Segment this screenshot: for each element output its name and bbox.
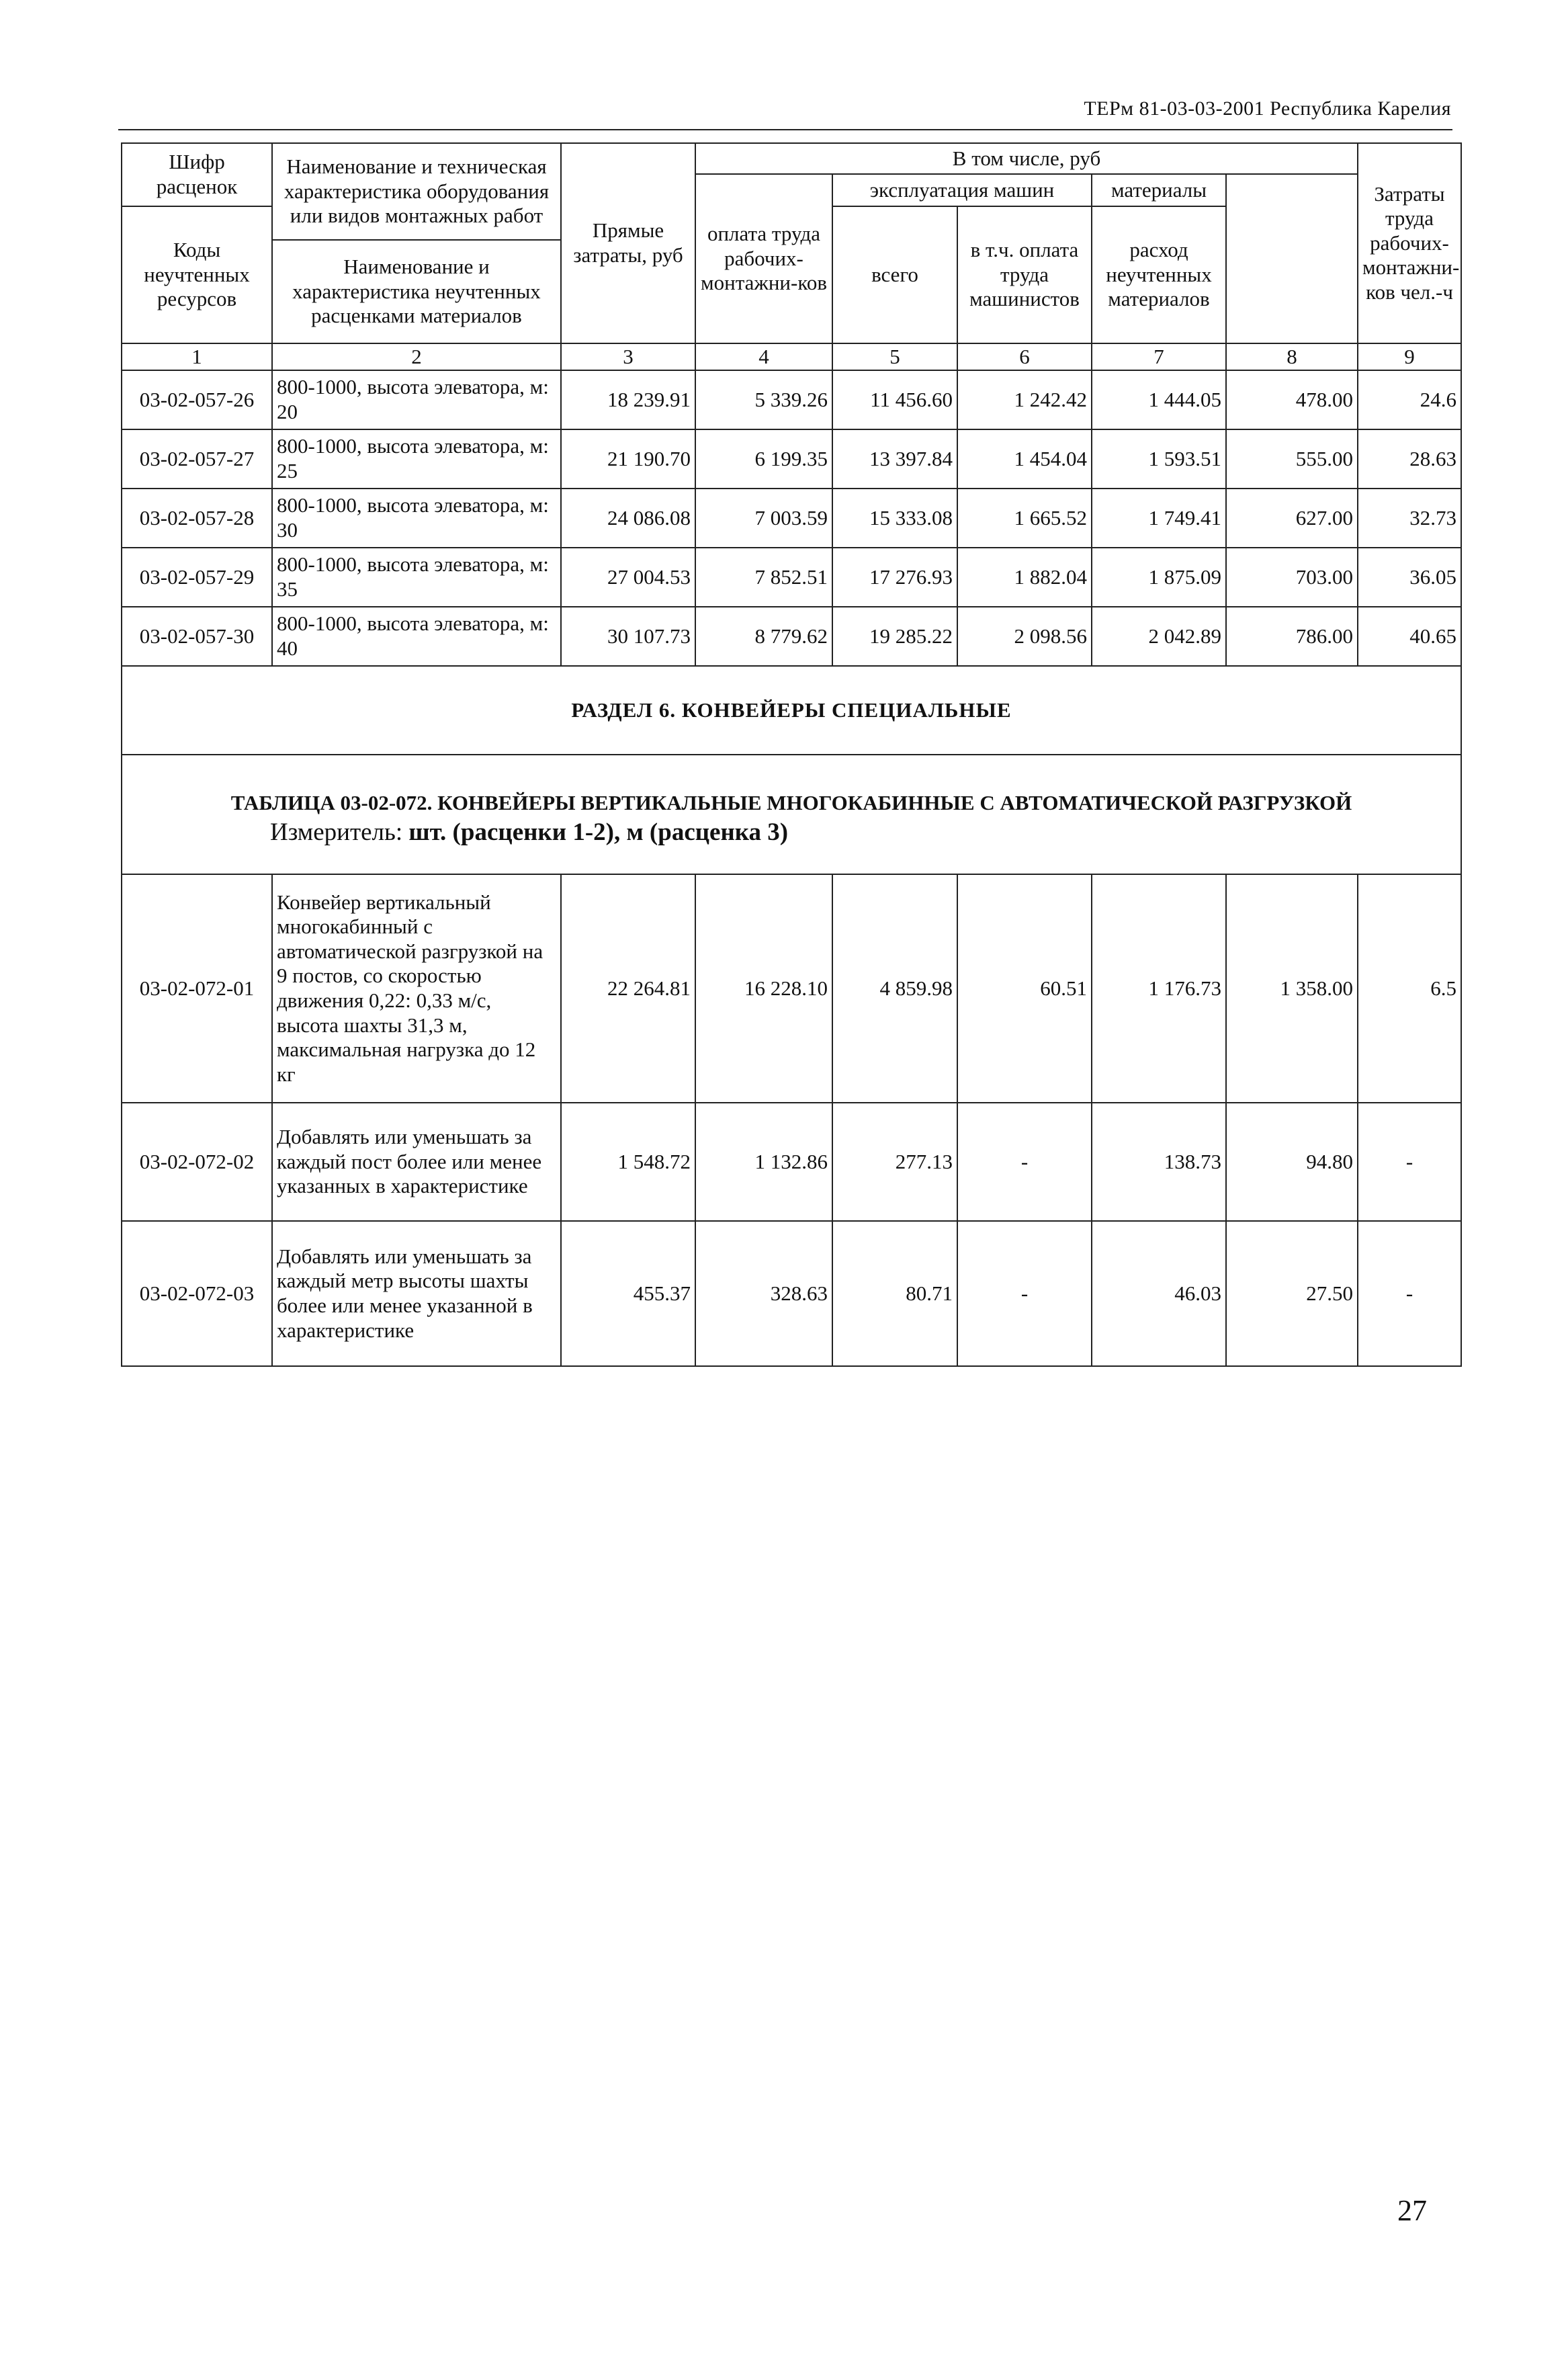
table-title-cell xyxy=(122,755,1461,874)
rate-name: Добавлять или уменьшать за каждый пост более или менее указанных в характеристике xyxy=(272,1103,561,1221)
machines-total: 277.13 xyxy=(832,1103,957,1221)
measure-value: шт. (расценки 1-2), м (расценка 3) xyxy=(408,818,789,847)
rate-name: 800-1000, высота элеватора, м: 40 xyxy=(272,607,561,666)
machinists-pay: 2 098.56 xyxy=(957,607,1092,666)
running-header: ТЕРм 81-03-03-2001 Республика Карелия xyxy=(1084,97,1451,120)
labor-pay: 8 779.62 xyxy=(695,607,832,666)
labor-pay: 6 199.35 xyxy=(695,429,832,489)
header-incl: В том числе, руб xyxy=(695,143,1358,174)
rate-code: 03-02-057-30 xyxy=(122,607,272,666)
colnum-1: 1 xyxy=(122,343,272,370)
rates-table xyxy=(121,142,1462,1367)
labor-hours: 27.50 xyxy=(1226,1221,1358,1366)
table-row xyxy=(122,429,1461,489)
rate-name: 800-1000, высота элеватора, м: 35 xyxy=(272,548,561,607)
colnum-5: 5 xyxy=(832,343,957,370)
direct-cost: 455.37 xyxy=(561,1221,695,1366)
header-direct: Прямые затраты, руб xyxy=(561,143,695,343)
header-code-label: Шифр расценок xyxy=(122,143,272,206)
header-mach-total: всего xyxy=(832,206,957,343)
header-machines: эксплуатация машин xyxy=(832,174,1092,206)
direct-cost: 30 107.73 xyxy=(561,607,695,666)
materials: 1 875.09 xyxy=(1092,548,1226,607)
rate-name: Добавлять или уменьшать за каждый метр высоты шахты более или менее указанной в характеристике xyxy=(272,1221,561,1366)
rate-name: Конвейер вертикальный многокабинный с автоматической разгрузкой на 9 постов, со скоростью движения 0,22: 0,33 м/с, высота шахты 31,3 м, максимальная нагрузка до 12 кг xyxy=(272,874,561,1103)
colnum-6: 6 xyxy=(957,343,1092,370)
table-row xyxy=(122,607,1461,666)
equipment-mass: 6.5 xyxy=(1358,874,1461,1103)
header-codes-label: Коды неучтенных ресурсов xyxy=(122,206,272,343)
table-title: ТАБЛИЦА 03-02-072. КОНВЕЙЕРЫ ВЕРТИКАЛЬНЫЕ МНОГОКАБИННЫЕ С АВТОМАТИЧЕСКОЙ РАЗГРУЗКОЙ xyxy=(230,790,1352,814)
labor-hours: 703.00 xyxy=(1226,548,1358,607)
colnum-4: 4 xyxy=(695,343,832,370)
machines-total: 17 276.93 xyxy=(832,548,957,607)
direct-cost: 24 086.08 xyxy=(561,489,695,548)
equipment-mass: 40.65 xyxy=(1358,607,1461,666)
materials: 1 444.05 xyxy=(1092,370,1226,429)
labor-hours: 1 358.00 xyxy=(1226,874,1358,1103)
rate-code: 03-02-072-03 xyxy=(122,1221,272,1366)
materials: 1 593.51 xyxy=(1092,429,1226,489)
machines-total: 11 456.60 xyxy=(832,370,957,429)
equipment-mass: 32.73 xyxy=(1358,489,1461,548)
rate-code: 03-02-072-01 xyxy=(122,874,272,1103)
materials: 1 749.41 xyxy=(1092,489,1226,548)
equipment-mass: - xyxy=(1358,1221,1461,1366)
materials: 138.73 xyxy=(1092,1103,1226,1221)
section-title: РАЗДЕЛ 6. КОНВЕЙЕРЫ СПЕЦИАЛЬНЫЕ xyxy=(122,666,1461,755)
machinists-pay: - xyxy=(957,1103,1092,1221)
labor-hours: 478.00 xyxy=(1226,370,1358,429)
direct-cost: 22 264.81 xyxy=(561,874,695,1103)
equipment-mass: - xyxy=(1358,1103,1461,1221)
labor-pay: 328.63 xyxy=(695,1221,832,1366)
machines-total: 13 397.84 xyxy=(832,429,957,489)
colnum-3: 3 xyxy=(561,343,695,370)
labor-hours: 627.00 xyxy=(1226,489,1358,548)
direct-cost: 21 190.70 xyxy=(561,429,695,489)
equipment-mass: 24.6 xyxy=(1358,370,1461,429)
colnum-2: 2 xyxy=(272,343,561,370)
labor-pay: 7 852.51 xyxy=(695,548,832,607)
machinists-pay: 1 242.42 xyxy=(957,370,1092,429)
rate-name: 800-1000, высота элеватора, м: 25 xyxy=(272,429,561,489)
labor-hours: 94.80 xyxy=(1226,1103,1358,1221)
labor-hours: 786.00 xyxy=(1226,607,1358,666)
header-mat-unacc: расход неучтенных материалов xyxy=(1092,206,1226,343)
table-row xyxy=(122,874,1461,1103)
labor-pay: 5 339.26 xyxy=(695,370,832,429)
colnum-8: 8 xyxy=(1226,343,1358,370)
page-number: 27 xyxy=(1397,2194,1427,2227)
rate-name: 800-1000, высота элеватора, м: 30 xyxy=(272,489,561,548)
materials: 2 042.89 xyxy=(1092,607,1226,666)
direct-cost: 18 239.91 xyxy=(561,370,695,429)
rate-code: 03-02-057-26 xyxy=(122,370,272,429)
table-row xyxy=(122,370,1461,429)
machinists-pay: - xyxy=(957,1221,1092,1366)
machinists-pay: 1 665.52 xyxy=(957,489,1092,548)
measure-label: Измеритель: xyxy=(270,818,403,847)
labor-pay: 7 003.59 xyxy=(695,489,832,548)
materials: 46.03 xyxy=(1092,1221,1226,1366)
table-row xyxy=(122,1103,1461,1221)
header-rule xyxy=(118,129,1452,130)
rate-code: 03-02-072-02 xyxy=(122,1103,272,1221)
rate-code: 03-02-057-27 xyxy=(122,429,272,489)
header-materials: материалы xyxy=(1092,174,1226,206)
header-mach-pay: в т.ч. оплата труда машинистов xyxy=(957,206,1092,343)
measure-line xyxy=(126,818,1456,847)
materials: 1 176.73 xyxy=(1092,874,1226,1103)
machinists-pay: 60.51 xyxy=(957,874,1092,1103)
rate-name: 800-1000, высота элеватора, м: 20 xyxy=(272,370,561,429)
machines-total: 15 333.08 xyxy=(832,489,957,548)
rate-code: 03-02-057-29 xyxy=(122,548,272,607)
colnum-7: 7 xyxy=(1092,343,1226,370)
machines-total: 19 285.22 xyxy=(832,607,957,666)
labor-hours: 555.00 xyxy=(1226,429,1358,489)
direct-cost: 1 548.72 xyxy=(561,1103,695,1221)
rate-code: 03-02-057-28 xyxy=(122,489,272,548)
colnum-9: 9 xyxy=(1358,343,1461,370)
labor-pay: 1 132.86 xyxy=(695,1103,832,1221)
machines-total: 4 859.98 xyxy=(832,874,957,1103)
table-row xyxy=(122,548,1461,607)
labor-pay: 16 228.10 xyxy=(695,874,832,1103)
header-name-label: Наименование и техническая характеристика оборудования или видов монтажных работ xyxy=(272,143,561,240)
table-row xyxy=(122,489,1461,548)
header-labor-cost: Затраты труда рабочих-монтажни-ков чел.-ч xyxy=(1358,143,1461,343)
machinists-pay: 1 882.04 xyxy=(957,548,1092,607)
table-row xyxy=(122,1221,1461,1366)
header-labor-pay: оплата труда рабочих-монтажни-ков xyxy=(695,174,832,343)
equipment-mass: 36.05 xyxy=(1358,548,1461,607)
machinists-pay: 1 454.04 xyxy=(957,429,1092,489)
machines-total: 80.71 xyxy=(832,1221,957,1366)
direct-cost: 27 004.53 xyxy=(561,548,695,607)
equipment-mass: 28.63 xyxy=(1358,429,1461,489)
header-name-label2: Наименование и характеристика неучтенных расценками материалов xyxy=(272,240,561,343)
